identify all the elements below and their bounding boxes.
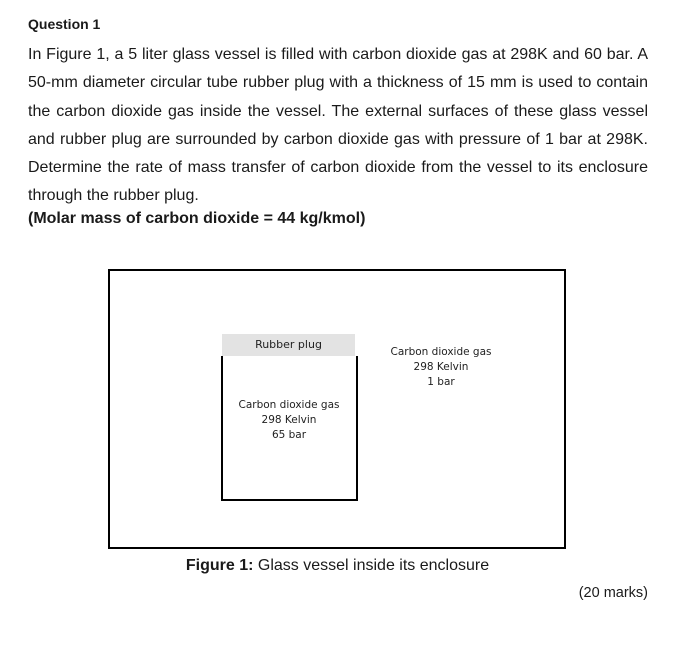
question-paragraph: In Figure 1, a 5 liter glass vessel is filled with carbon dioxide gas at 298K and 60 bar. A 50-mm diameter circular tube rubber plug with a thickness of 15 mm is used to contain the carbon dioxide gas inside the vessel. The external surfaces of these glass vessel and rubber plug are surrounded by carbon dioxide gas with pressure of 1 bar at 298K. Determine the rate of mass transfer of carbon dioxide from the vessel to its enclosure through the rubber plug. (28, 46, 648, 205)
outer-gas-pressure: 1 bar (427, 376, 455, 388)
inner-gas-pressure: 65 bar (271, 429, 307, 441)
inner-gas-label (224, 398, 354, 443)
figure-caption-number: Figure 1: (185, 557, 254, 574)
figure-caption-text: Glass vessel inside its enclosure (257, 557, 490, 574)
outer-gas-label (376, 345, 506, 390)
question-heading: Question 1 (28, 16, 101, 32)
outer-gas-name: Carbon dioxide gas (390, 346, 492, 358)
figure-caption (0, 557, 675, 575)
inner-gas-name: Carbon dioxide gas (238, 399, 340, 411)
outer-gas-temperature: 298 Kelvin (413, 361, 469, 373)
molar-mass-note: (Molar mass of carbon dioxide = 44 kg/kmol) (28, 210, 366, 227)
rubber-plug: Rubber plug (222, 334, 355, 356)
inner-gas-temperature: 298 Kelvin (261, 414, 317, 426)
marks-label: (20 marks) (578, 585, 648, 601)
